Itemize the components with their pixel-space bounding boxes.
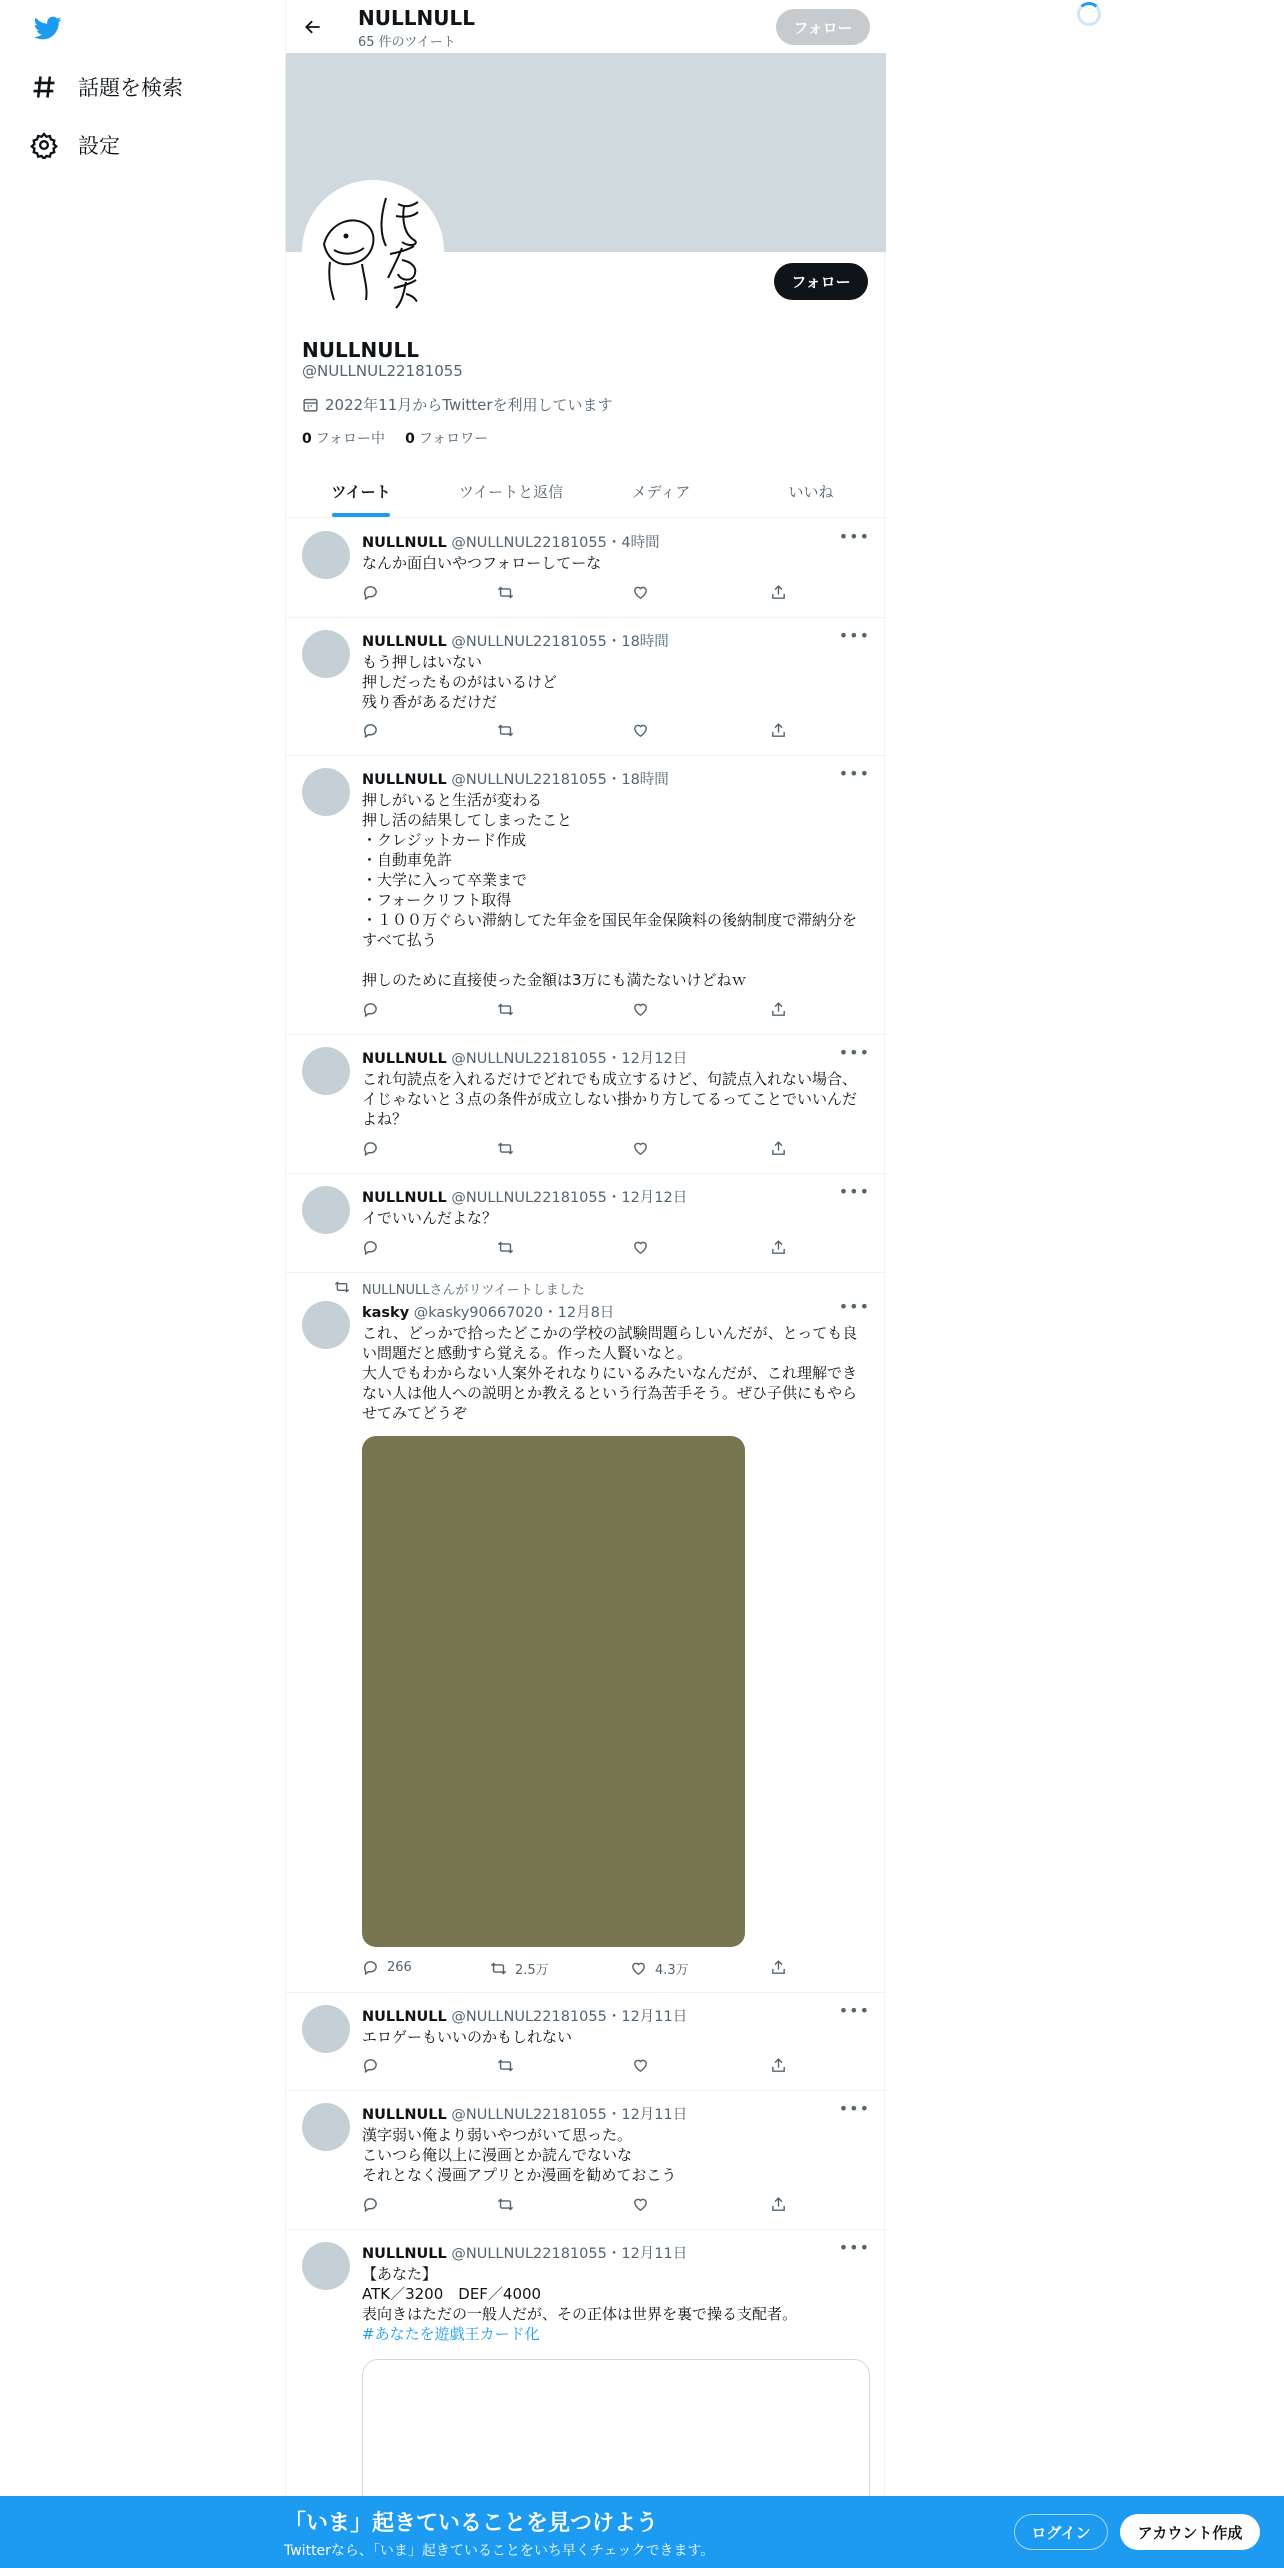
share-icon <box>770 584 787 601</box>
tweet[interactable] <box>286 618 886 756</box>
tweet-time[interactable]: ・4時間 <box>606 535 660 551</box>
followers-label: フォロワー <box>418 431 489 447</box>
tweet-actions <box>362 584 792 604</box>
like-button[interactable] <box>632 584 649 601</box>
tweet-text <box>362 2264 870 2344</box>
reply-button[interactable] <box>362 1001 379 1018</box>
tweet-author-handle[interactable]: @NULLNUL22181055 <box>451 634 607 650</box>
tweet-header <box>362 1186 687 1207</box>
reply-icon <box>362 1959 379 1976</box>
tweet-avatar[interactable] <box>302 1186 350 1234</box>
tweet-avatar[interactable] <box>302 768 350 816</box>
avatar-drawing <box>306 184 440 318</box>
header-tweet-count: 65 件のツイート <box>358 35 456 50</box>
retweet-button[interactable] <box>497 722 514 739</box>
tweet-text <box>362 553 870 573</box>
tweet-actions <box>362 2196 792 2216</box>
more-icon[interactable]: ••• <box>838 1297 870 1316</box>
retweet-button[interactable] <box>497 2057 514 2074</box>
tweet-header <box>362 1047 687 1068</box>
nav-settings-label: 設定 <box>78 134 120 158</box>
more-icon[interactable]: ••• <box>838 1043 870 1062</box>
tweet-header <box>362 1301 614 1322</box>
share-icon <box>770 722 787 739</box>
share-button[interactable] <box>770 2057 787 2074</box>
like-icon <box>632 1239 649 1256</box>
tweet-avatar[interactable] <box>302 2005 350 2053</box>
tweet-author-handle[interactable]: @NULLNUL22181055 <box>451 2009 607 2025</box>
share-icon <box>770 2196 787 2213</box>
tweet-avatar[interactable] <box>302 2103 350 2151</box>
tweet-text <box>362 652 870 712</box>
tweet-link-card[interactable] <box>362 2359 870 2509</box>
like-icon <box>632 2057 649 2074</box>
tweet[interactable] <box>286 1993 886 2091</box>
share-icon <box>770 1239 787 1256</box>
reply-button[interactable] <box>362 1239 379 1256</box>
profile-joined <box>302 394 613 415</box>
tweet-header <box>362 2103 687 2124</box>
tweet-text-content: これ句読点を入れるだけでどれでも成立するけど、句読点入れない場合、イじゃないと３点の条件が成立しない掛かり方してるってことでいいんだよね？ <box>362 1070 858 1128</box>
share-icon <box>770 1001 787 1018</box>
tweet-author-name[interactable]: NULLNULL <box>362 2246 447 2262</box>
tweet-header <box>362 2242 687 2263</box>
retweet-icon <box>490 1960 507 1977</box>
retweet-count: 2.5万 <box>515 1963 549 1978</box>
tweet[interactable] <box>286 756 886 1035</box>
nav-explore[interactable] <box>30 72 183 102</box>
tab-tweets-and-replies[interactable]: ツイートと返信 <box>458 482 564 501</box>
retweeted-by-label: NULLNULLさんがリツイートしました <box>362 1283 585 1298</box>
calendar-icon <box>302 396 319 413</box>
share-icon <box>770 2057 787 2074</box>
reply-button[interactable] <box>362 1140 379 1157</box>
signup-banner <box>0 2496 1284 2568</box>
tweet-text-content: もう押しはいない 押しだったものがはいるけど 残り香があるだけだ <box>362 653 558 711</box>
nav-explore-label: 話題を検索 <box>78 76 183 100</box>
retweet-icon <box>497 2057 514 2074</box>
tweet-text <box>362 1323 870 1423</box>
retweet-button[interactable] <box>497 1140 514 1157</box>
tweet-author-handle[interactable]: @NULLNUL22181055 <box>451 535 607 551</box>
tweet-author-handle[interactable]: @NULLNUL22181055 <box>451 2107 607 2123</box>
hashtag-icon <box>30 73 58 101</box>
reply-icon <box>362 1140 379 1157</box>
tweet-actions <box>362 1239 792 1259</box>
tweet-text-content: これ、どっかで拾ったどこかの学校の試験問題らしいんだが、とっても良い問題だと感動すら覚える。作った人賢いなと。 大人でもわからない人案外それなりにいるみたいなんだが、これ理解できない人は他人への説明とか教えるという行為苦手そう。ぜひ子供にもやらせてみてどうぞ <box>362 1324 858 1422</box>
profile-handle: @NULLNUL22181055 <box>302 362 463 380</box>
reply-button[interactable] <box>362 2057 379 2074</box>
tweet-actions <box>362 722 792 742</box>
retweet-button[interactable] <box>497 584 514 601</box>
reply-icon <box>362 584 379 601</box>
loading-spinner-icon <box>1077 2 1101 26</box>
tweet-avatar[interactable] <box>302 1047 350 1095</box>
tweet-author-name[interactable]: NULLNULL <box>362 634 447 650</box>
tweet-time[interactable]: ・12月11日 <box>606 2107 688 2123</box>
profile-joined-text: 2022年11月からTwitterを利用しています <box>325 396 613 414</box>
like-button[interactable] <box>632 2057 649 2074</box>
tweet-time[interactable]: ・12月12日 <box>606 1051 688 1067</box>
like-button[interactable] <box>630 1959 689 1978</box>
tweet-text-content: エロゲーもいいのかもしれない <box>362 2028 573 2046</box>
like-button[interactable] <box>632 1239 649 1256</box>
more-icon[interactable]: ••• <box>838 764 870 783</box>
profile-header-bar <box>286 0 886 53</box>
retweet-icon <box>497 1239 514 1256</box>
tweet-text <box>362 2027 870 2047</box>
tweet[interactable] <box>286 2230 886 2530</box>
reply-count: 266 <box>387 1960 412 1975</box>
more-icon[interactable]: ••• <box>838 1182 870 1201</box>
reply-icon <box>362 1001 379 1018</box>
tweet-header <box>362 531 660 552</box>
tweet-text-content: 【あなた】 ATK／3200 DEF／4000 表向きはただの一般人だが、その正体は世界を裏で操る支配者。 <box>362 2265 798 2323</box>
tweet-text <box>362 2125 870 2185</box>
tweet-author-handle[interactable]: @NULLNUL22181055 <box>451 1190 607 1206</box>
retweet-icon <box>497 584 514 601</box>
tweet[interactable] <box>286 1035 886 1174</box>
tweet-actions <box>362 1959 792 1979</box>
tweet-text-content: なんか面白いやつフォローしてーな <box>362 554 602 572</box>
header-follow-button[interactable]: フォロー <box>776 9 870 45</box>
more-icon[interactable]: ••• <box>838 527 870 546</box>
share-button[interactable] <box>770 1001 787 1018</box>
tweet-author-name[interactable]: NULLNULL <box>362 2009 447 2025</box>
tweet-author-name[interactable]: NULLNULL <box>362 2107 447 2123</box>
tweet[interactable] <box>286 519 886 618</box>
tweet-time[interactable]: ・12月11日 <box>606 2246 688 2262</box>
share-button[interactable] <box>770 1140 787 1157</box>
gear-icon <box>30 131 58 159</box>
followers-link[interactable] <box>405 428 488 448</box>
tweet[interactable] <box>286 1174 886 1273</box>
share-icon <box>770 1140 787 1157</box>
tab-likes[interactable]: いいね <box>788 482 834 501</box>
tweet-text <box>362 1069 870 1129</box>
tweet-author-handle[interactable]: @NULLNUL22181055 <box>451 772 607 788</box>
tweet-header <box>362 2005 687 2026</box>
share-icon <box>770 1959 787 1976</box>
reply-button[interactable] <box>362 722 379 739</box>
retweet-icon <box>334 1279 350 1295</box>
retweet-icon <box>497 1140 514 1157</box>
like-icon <box>632 722 649 739</box>
following-link[interactable] <box>302 428 385 448</box>
like-icon <box>632 1140 649 1157</box>
tweet-text-content: 漢字弱い俺より弱いやつがいて思った。 こいつら俺以上に漫画とか読んでないな それとなく漫画アプリとか漫画を勧めておこう <box>362 2126 677 2184</box>
like-button[interactable] <box>632 2196 649 2213</box>
profile-avatar[interactable] <box>302 180 444 322</box>
back-button[interactable] <box>298 12 328 42</box>
tweet-author-name[interactable]: NULLNULL <box>362 535 447 551</box>
following-count: 0 <box>302 431 312 447</box>
tweet[interactable] <box>286 1273 886 1993</box>
like-count: 4.3万 <box>655 1963 689 1978</box>
tweet[interactable] <box>286 2091 886 2230</box>
reply-button[interactable] <box>362 584 379 601</box>
tweet-header <box>362 630 669 651</box>
tab-media[interactable]: メディア <box>631 482 691 501</box>
like-icon <box>630 1960 647 1977</box>
retweet-button[interactable] <box>497 2196 514 2213</box>
profile-name: NULLNULL <box>302 338 419 362</box>
tweet-header <box>362 768 669 789</box>
like-icon <box>632 2196 649 2213</box>
reply-icon <box>362 1239 379 1256</box>
tweet-media-image[interactable] <box>362 1436 745 1947</box>
share-button[interactable] <box>770 2196 787 2213</box>
back-arrow-icon <box>303 17 323 37</box>
more-icon[interactable]: ••• <box>838 2238 870 2257</box>
share-button[interactable] <box>770 584 787 601</box>
tweet-actions <box>362 1140 792 1160</box>
tweet-author-name[interactable]: NULLNULL <box>362 1051 447 1067</box>
tweet-author-handle[interactable]: @kasky90667020 <box>413 1305 544 1321</box>
reply-button[interactable] <box>362 1959 412 1976</box>
tweet-avatar[interactable] <box>302 1301 350 1349</box>
tweet-actions <box>362 2057 792 2077</box>
tweet-author-name[interactable]: NULLNULL <box>362 772 447 788</box>
signup-banner-subtitle: Twitterなら、「いま」起きていることをいち早くチェックできます。 <box>284 2543 715 2559</box>
like-button[interactable] <box>632 1140 649 1157</box>
tweet-text-content: イでいいんだよな？ <box>362 1209 498 1227</box>
tweet-text <box>362 790 870 990</box>
retweet-button[interactable] <box>497 1001 514 1018</box>
retweet-icon <box>497 1001 514 1018</box>
signup-button[interactable]: アカウント作成 <box>1120 2514 1260 2550</box>
profile-column <box>285 0 885 2568</box>
tweet-time[interactable]: ・12月11日 <box>606 2009 688 2025</box>
tweet-actions <box>362 1001 792 1021</box>
like-icon <box>632 584 649 601</box>
header-name: NULLNULL <box>358 6 475 30</box>
signup-banner-title: 「いま」起きていることを見つけよう <box>284 2511 659 2536</box>
tweet-author-handle[interactable]: @NULLNUL22181055 <box>451 1051 607 1067</box>
more-icon[interactable]: ••• <box>838 2099 870 2118</box>
like-button[interactable] <box>632 1001 649 1018</box>
nav-settings[interactable] <box>30 130 120 160</box>
retweet-icon <box>497 2196 514 2213</box>
twitter-logo-icon[interactable] <box>32 14 64 42</box>
tweet-author-name[interactable]: kasky <box>362 1305 410 1321</box>
share-button[interactable] <box>770 722 787 739</box>
retweet-button[interactable] <box>490 1959 549 1978</box>
tweet-time[interactable]: ・18時間 <box>606 634 669 650</box>
share-button[interactable] <box>770 1959 787 1976</box>
tweet-avatar[interactable] <box>302 630 350 678</box>
tweet-avatar[interactable] <box>302 2242 350 2290</box>
tweet-text-content: 押しがいると生活が変わる 押し活の結果してしまったこと ・クレジットカード作成 ・自動車免許 ・大学に入って卒業まで ・フォークリフト取得 ・１００万ぐらい滞納してた年金を国民年金保険料の後納制度で滞納分をすべて払う 押しのために直接使った金額は3万にも満たないけどねｗ <box>362 791 858 989</box>
following-label: フォロー中 <box>315 431 386 447</box>
tweet-time[interactable]: ・18時間 <box>606 772 669 788</box>
retweet-button[interactable] <box>497 1239 514 1256</box>
followers-count: 0 <box>405 431 415 447</box>
like-button[interactable] <box>632 722 649 739</box>
follow-button[interactable]: フォロー <box>774 263 868 300</box>
reply-icon <box>362 722 379 739</box>
more-icon[interactable]: ••• <box>838 2001 870 2020</box>
reply-icon <box>362 2196 379 2213</box>
profile-counts <box>302 428 488 448</box>
profile-tabs <box>286 465 886 518</box>
tweet-text <box>362 1208 870 1228</box>
tweet-avatar[interactable] <box>302 531 350 579</box>
hashtag-link[interactable]: #あなたを遊戯王カード化 <box>362 2325 540 2343</box>
login-button[interactable]: ログイン <box>1014 2514 1108 2550</box>
tweet-time[interactable]: ・12月12日 <box>606 1190 688 1206</box>
reply-button[interactable] <box>362 2196 379 2213</box>
retweet-icon <box>497 722 514 739</box>
reply-icon <box>362 2057 379 2074</box>
more-icon[interactable]: ••• <box>838 626 870 645</box>
tab-tweets[interactable]: ツイート <box>286 465 436 517</box>
tweet-time[interactable]: ・12月8日 <box>543 1305 615 1321</box>
like-icon <box>632 1001 649 1018</box>
tweet-author-name[interactable]: NULLNULL <box>362 1190 447 1206</box>
share-button[interactable] <box>770 1239 787 1256</box>
tweet-author-handle[interactable]: @NULLNUL22181055 <box>451 2246 607 2262</box>
